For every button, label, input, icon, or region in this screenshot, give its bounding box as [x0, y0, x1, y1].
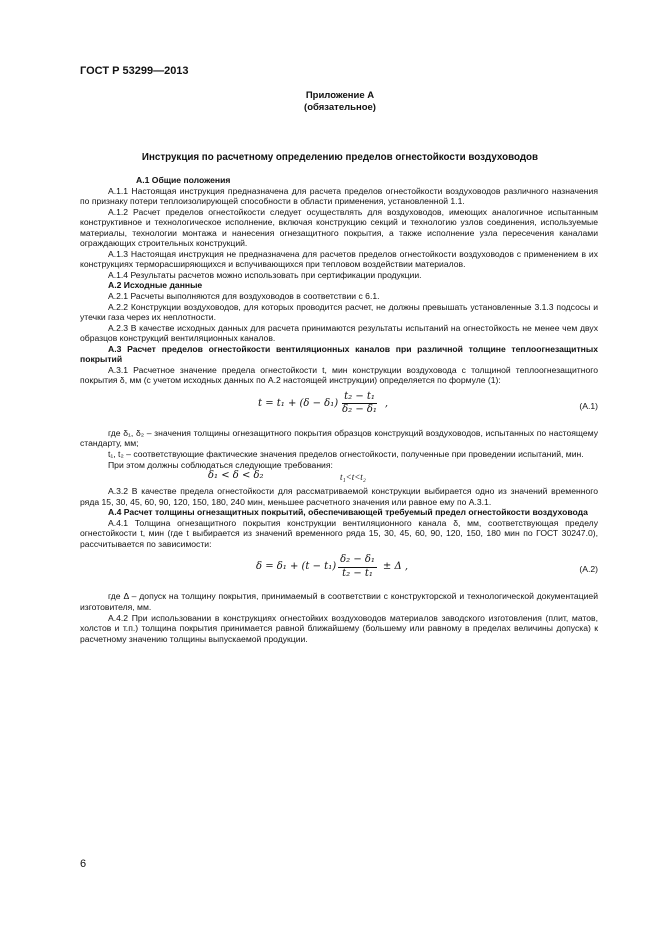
formula-a1 [80, 388, 598, 426]
paragraph-a1-3: А.1.3 Настоящая инструкция не предназначена для расчетов пределов огнестойкости воздуховодов с применением в их конструкциях терморасширяющихся и вспучивающихся при тепловом воздействии материалов. [80, 248, 598, 270]
formula-a2-expression [256, 555, 408, 579]
formula-a2-denominator: t₂ − t₁ [342, 567, 373, 579]
page-number: 6 [80, 858, 87, 870]
section-a3-heading: А.3 Расчет пределов огнестойкости вентиляционных каналов при различной толщине теплоогнезащитных покрытий [80, 343, 598, 365]
formula-a1-tail: , [384, 397, 389, 409]
formula-a2-tail: ± Δ , [382, 561, 409, 573]
paragraph-a2-2: А.2.2 Конструкции воздуховодов, для которых проводится расчет, не должны превышать установленные 3.1.3 подсосы и утечки газа через их неплотности. [80, 301, 598, 323]
formula-a2 [80, 551, 598, 589]
annex-title: Приложение А [305, 90, 375, 101]
paragraph-a4-2: А.4.2 При использовании в конструкциях огнестойких воздуховодов материалов заводского изготовления (плит, матов, холстов и т.п.) толщина покрытия принимается равной ближайшему (большему или равному в пределах величины допуска) к расчетному значению толщины выпускаемой продукции. [80, 612, 598, 644]
paragraph-a1-2: А.1.2 Расчет пределов огнестойкости следует осуществлять для воздуховодов, имеющих аналогичное испытанным конструктивное и технологическое исполнение, включая конструкцию секций и технологию узлов соединения, используемые материалы, технологии монтажа и нанесения огнезащитного покрытия, а также исполнение узла пересечения каналами ограждающих строительных конструкций. [80, 206, 598, 249]
paragraph-a4-1: А.4.1 Толщина огнезащитного покрытия конструкции вентиляционного канала δ, мм, соответствующая пределу огнестойкости t, мин (где t выбирается из значений временного ряда 15, 30, 45, 60, 90, 120, 150, 180 мин по ГОСТ 30247.0), рассчитывается по зависимости: [80, 517, 598, 549]
formula-a1-expression [258, 392, 388, 416]
annex-status: (обязательное) [304, 102, 376, 113]
standard-number: ГОСТ Р 53299—2013 [80, 65, 189, 77]
formula-a2-label: (А.2) [579, 564, 598, 575]
formula-a2-left: δ = δ₁ + (t − t₁) [256, 561, 337, 573]
paragraph-a3-where-2: t₁, t₂ – соответствующие фактические значения пределов огнестойкости, полученные при проведении испытаний, мин. [108, 449, 584, 460]
formula-conditions [108, 470, 598, 486]
paragraph-a3-1: А.3.1 Расчетное значение предела огнестойкости t, мин конструкции воздуховода с толщиной теплоогнезащитного покрытия δ, мм (с учетом исходных данных по А.2 настоящей инструкции) определяется по формуле (1): [80, 364, 598, 386]
paragraph-a1-1: А.1.1 Настоящая инструкция предназначена для расчета пределов огнестойкости воздуховодов различного назначения по признаку потери теплоизолирующей способности в области применения, установленной 1.1. [80, 185, 598, 207]
section-a4-heading: А.4 Расчет толщины огнезащитных покрытий, обеспечивающей требуемый предел огнестойкости воздуховода [108, 507, 588, 518]
condition-time: t₁<t<t₂ [340, 472, 366, 483]
formula-a1-numerator: t₂ − t₁ [342, 392, 377, 405]
paragraph-a2-3: А.2.3 В качестве исходных данных для расчета принимаются результаты испытаний на огнестойкость не менее чем двух образцов конструкций вентиляционных каналов. [80, 322, 598, 344]
formula-a1-left: t = t₁ + (δ − δ₁) [258, 397, 339, 409]
paragraph-a2-1: А.2.1 Расчеты выполняются для воздуховодов в соответствии с 6.1. [108, 291, 380, 302]
formula-a1-denominator: δ₂ − δ₁ [342, 404, 377, 416]
section-a1-heading: А.1 Общие положения [136, 175, 231, 185]
document-title: Инструкция по расчетному определению пределов огнестойкости воздуховодов [141, 152, 539, 163]
paragraph-a4-where: где Δ – допуск на толщину покрытия, принимаемый в соответствии с конструкторской и технологической документацией изготовителя, мм. [80, 591, 598, 612]
paragraph-a3-where-1: где δ₁, δ₂ – значения толщины огнезащитного покрытия образцов конструкций воздуховодов, испытанных по настоящему стандарту, мм; [80, 427, 598, 449]
formula-a2-fraction [338, 555, 377, 579]
paragraph-a3-requirements: При этом должны соблюдаться следующие требования: [108, 459, 333, 470]
condition-thickness: δ₁ < δ < δ₂ [208, 470, 264, 482]
paragraph-a1-4: А.1.4 Результаты расчетов можно использовать при сертификации продукции. [108, 269, 422, 280]
document-body [80, 175, 598, 644]
formula-a1-label: (А.1) [579, 400, 598, 411]
formula-a2-numerator: δ₂ − δ₁ [338, 555, 377, 568]
formula-a1-fraction [340, 392, 379, 416]
section-a2-heading: А.2 Исходные данные [108, 280, 203, 291]
paragraph-a3-2: А.3.2 В качестве предела огнестойкости для рассматриваемой конструкции выбирается одно из значений временного ряда 15, 30, 45, 60, 90, 120, 150, 180, 240 мин, меньшее расчетного значения или равное ему по А.3.1. [80, 486, 598, 507]
